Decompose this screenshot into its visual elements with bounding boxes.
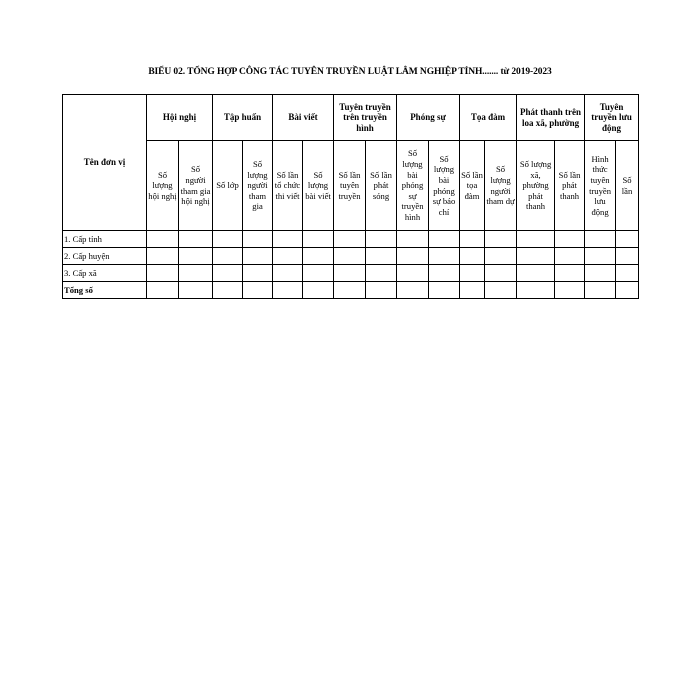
- data-cell[interactable]: [303, 248, 334, 265]
- data-cell[interactable]: [460, 265, 485, 282]
- data-cell[interactable]: [585, 282, 616, 299]
- data-cell[interactable]: [334, 248, 366, 265]
- data-cell[interactable]: [243, 248, 273, 265]
- data-cell[interactable]: [555, 231, 585, 248]
- subheader-cell: Số lần phát thanh: [555, 141, 585, 231]
- data-cell[interactable]: [616, 282, 639, 299]
- data-cell[interactable]: [517, 231, 555, 248]
- data-cell[interactable]: [485, 265, 517, 282]
- subheader-cell: Số lượng bài phóng sự báo chí: [429, 141, 460, 231]
- data-cell[interactable]: [517, 265, 555, 282]
- subheader-cell: Số lượng bài phóng sự truyền hình: [397, 141, 429, 231]
- data-cell[interactable]: [485, 248, 517, 265]
- data-cell[interactable]: [243, 265, 273, 282]
- data-cell[interactable]: [273, 248, 303, 265]
- data-cell[interactable]: [179, 248, 213, 265]
- data-cell[interactable]: [334, 265, 366, 282]
- data-cell[interactable]: [555, 265, 585, 282]
- data-cell[interactable]: [585, 231, 616, 248]
- data-cell[interactable]: [585, 265, 616, 282]
- data-cell[interactable]: [147, 265, 179, 282]
- subheader-cell: Hình thức tuyên truyền lưu động: [585, 141, 616, 231]
- data-cell[interactable]: [485, 282, 517, 299]
- group-header: Tuyên truyền lưu động: [585, 95, 639, 141]
- data-cell[interactable]: [429, 265, 460, 282]
- data-cell[interactable]: [334, 282, 366, 299]
- group-header: Tọa đàm: [460, 95, 517, 141]
- data-cell[interactable]: [397, 248, 429, 265]
- data-cell[interactable]: [585, 248, 616, 265]
- data-cell[interactable]: [213, 231, 243, 248]
- data-cell[interactable]: [429, 248, 460, 265]
- data-cell[interactable]: [616, 231, 639, 248]
- subheader-cell: Số lượng hội nghị: [147, 141, 179, 231]
- data-cell[interactable]: [273, 282, 303, 299]
- subheader-cell: Số lần tổ chức thi viết: [273, 141, 303, 231]
- table-row: [63, 248, 639, 265]
- subheader-cell: Số lần: [616, 141, 639, 231]
- data-cell[interactable]: [460, 248, 485, 265]
- data-cell[interactable]: [517, 248, 555, 265]
- data-cell[interactable]: [303, 231, 334, 248]
- row-label: Tổng số: [63, 282, 147, 299]
- data-cell[interactable]: [179, 265, 213, 282]
- data-cell[interactable]: [555, 282, 585, 299]
- data-cell[interactable]: [147, 248, 179, 265]
- data-cell[interactable]: [213, 265, 243, 282]
- data-cell[interactable]: [213, 248, 243, 265]
- data-cell[interactable]: [616, 248, 639, 265]
- data-cell[interactable]: [460, 282, 485, 299]
- data-cell[interactable]: [243, 231, 273, 248]
- subheader-cell: Số lớp: [213, 141, 243, 231]
- data-cell[interactable]: [485, 231, 517, 248]
- subheader-cell: Số lần tọa đàm: [460, 141, 485, 231]
- data-cell[interactable]: [334, 231, 366, 248]
- data-cell[interactable]: [243, 282, 273, 299]
- data-cell[interactable]: [303, 265, 334, 282]
- data-cell[interactable]: [429, 282, 460, 299]
- data-cell[interactable]: [366, 248, 397, 265]
- total-row: [63, 282, 639, 299]
- group-header: Hội nghị: [147, 95, 213, 141]
- data-cell[interactable]: [397, 282, 429, 299]
- subheader-cell: Số lượng xã, phường phát thanh: [517, 141, 555, 231]
- data-cell[interactable]: [517, 282, 555, 299]
- table-row: [63, 231, 639, 248]
- data-cell[interactable]: [460, 231, 485, 248]
- data-cell[interactable]: [397, 265, 429, 282]
- subheader-cell: Số lần tuyên truyền: [334, 141, 366, 231]
- data-cell[interactable]: [616, 265, 639, 282]
- subheader-cell: Số lượng người tham dự: [485, 141, 517, 231]
- data-cell[interactable]: [397, 231, 429, 248]
- row-label: 1. Cấp tỉnh: [63, 231, 147, 248]
- data-cell[interactable]: [555, 248, 585, 265]
- subheader-row: [63, 141, 639, 231]
- data-cell[interactable]: [303, 282, 334, 299]
- row-label: 3. Cấp xã: [63, 265, 147, 282]
- unit-column-header: Tên đơn vị: [63, 95, 147, 231]
- subheader-cell: Số lần phát sóng: [366, 141, 397, 231]
- data-cell[interactable]: [179, 282, 213, 299]
- group-header: Phát thanh trên loa xã, phường: [517, 95, 585, 141]
- data-cell[interactable]: [366, 231, 397, 248]
- group-header: Phóng sự: [397, 95, 460, 141]
- data-cell[interactable]: [179, 231, 213, 248]
- group-header: Tập huấn: [213, 95, 273, 141]
- data-cell[interactable]: [366, 282, 397, 299]
- subheader-cell: Số lượng người tham gia: [243, 141, 273, 231]
- subheader-cell: Số người tham gia hội nghị: [179, 141, 213, 231]
- group-header-row: [63, 95, 639, 141]
- row-label: 2. Cấp huyện: [63, 248, 147, 265]
- summary-table: [62, 94, 639, 299]
- data-cell[interactable]: [213, 282, 243, 299]
- data-cell[interactable]: [366, 265, 397, 282]
- group-header: Bài viết: [273, 95, 334, 141]
- data-cell[interactable]: [273, 231, 303, 248]
- data-cell[interactable]: [147, 231, 179, 248]
- document-title: BIỂU 02. TỔNG HỢP CÔNG TÁC TUYÊN TRUYỀN LUẬT LÂM NGHIỆP TỈNH....... từ 2019-2023: [148, 67, 552, 77]
- data-cell[interactable]: [273, 265, 303, 282]
- data-cell[interactable]: [147, 282, 179, 299]
- data-cell[interactable]: [429, 231, 460, 248]
- table-row: [63, 265, 639, 282]
- subheader-cell: Số lượng bài viết: [303, 141, 334, 231]
- group-header: Tuyên truyền trên truyền hình: [334, 95, 397, 141]
